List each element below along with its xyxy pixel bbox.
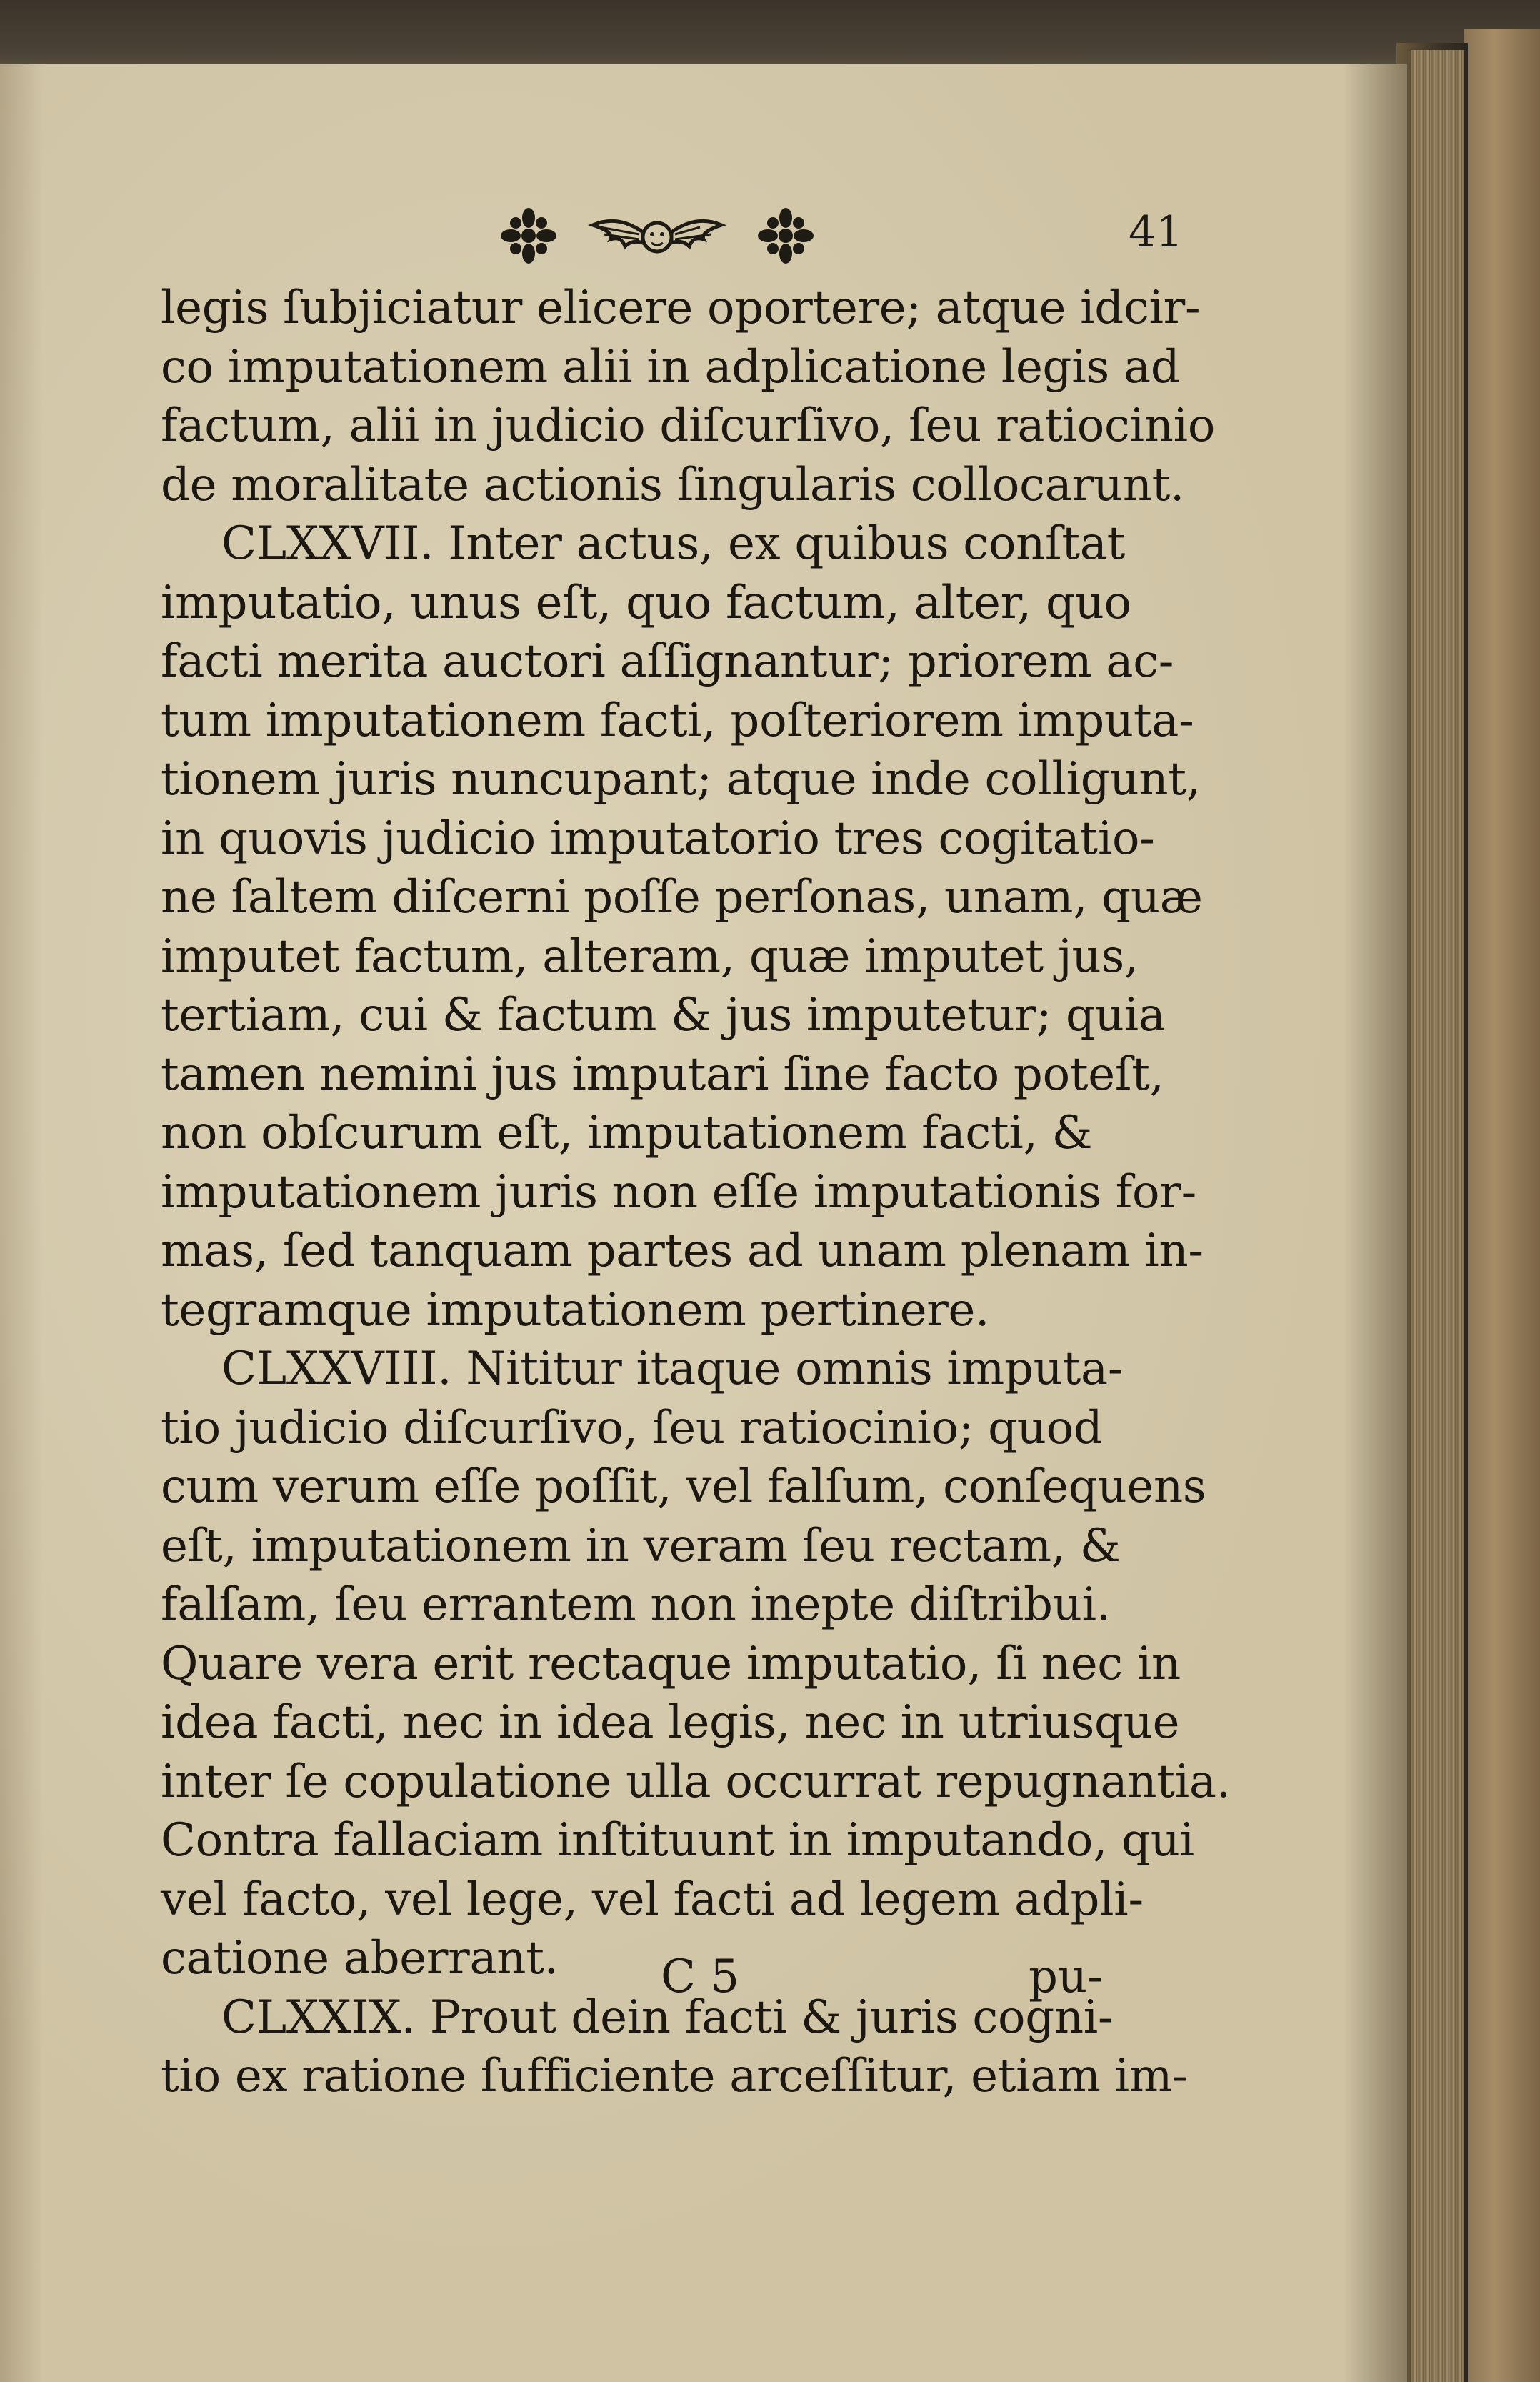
page-number: 41 bbox=[1129, 207, 1184, 257]
text-line: vel facto, vel lege, vel facti ad legem adpli- bbox=[161, 1873, 1144, 1926]
paragraph-start-line: CLXXVIII. Nititur itaque omnis imputa- bbox=[221, 1342, 1124, 1395]
paragraph-start-line: CLXXIX. Prout dein facti & juris cogni- bbox=[221, 1990, 1114, 2044]
catchword: pu- bbox=[1029, 1950, 1103, 2003]
text-line: mas, ſed tanquam partes ad unam plenam in- bbox=[161, 1225, 1204, 1277]
text-line: catione aberrant. bbox=[161, 1932, 559, 1985]
flower-ornament-right-icon bbox=[758, 208, 814, 264]
winged-cherub-icon bbox=[593, 221, 721, 251]
text-line: idea facti, nec in idea legis, nec in utriusque bbox=[161, 1696, 1180, 1749]
text-line: tio ex ratione ſufficiente arceſſitur, etiam im- bbox=[161, 2050, 1188, 2103]
text-line: Quare vera erit rectaque imputatio, ſi nec in bbox=[161, 1637, 1181, 1690]
book-cover-right bbox=[1464, 29, 1540, 2382]
text-line: cum verum eſſe poſſit, vel falſum, conſequens bbox=[161, 1460, 1206, 1513]
text-line: tertiam, cui & factum & jus imputetur; quia bbox=[161, 989, 1166, 1042]
text-line: eſt, imputationem in veram ſeu rectam, & bbox=[161, 1519, 1121, 1573]
text-line: falſam, ſeu errantem non inepte diſtribui. bbox=[161, 1578, 1111, 1631]
text-line: co imputationem alii in adplicatione legis ad bbox=[161, 340, 1180, 394]
paragraph-start-line: CLXXVII. Inter actus, ex quibus conſtat bbox=[221, 517, 1126, 570]
text-line: tegramque imputationem pertinere. bbox=[161, 1283, 990, 1337]
text-line: non obſcurum eſt, imputationem facti, & bbox=[161, 1107, 1093, 1160]
text-line: imputet factum, alteram, quæ imputet jus, bbox=[161, 930, 1139, 983]
header-ornament-icon bbox=[493, 200, 821, 271]
text-line: inter ſe copulatione ulla occurrat repugnantia. bbox=[161, 1755, 1231, 1808]
text-line: imputatio, unus eſt, quo factum, alter, quo bbox=[161, 576, 1131, 629]
page-edges bbox=[1411, 50, 1464, 2382]
text-line: de moralitate actionis ſingularis collocarunt. bbox=[161, 458, 1185, 512]
text-line: in quovis judicio imputatorio tres cogitatio- bbox=[161, 812, 1155, 865]
text-line: facti merita auctori aſſignantur; priorem ac- bbox=[161, 635, 1174, 688]
text-line: legis ſubjiciatur elicere oportere; atque idcir- bbox=[161, 281, 1201, 334]
signature-mark: C 5 bbox=[661, 1950, 740, 2003]
text-line: tamen nemini jus imputari ſine facto poteſt, bbox=[161, 1047, 1164, 1101]
text-line: factum, alii in judicio diſcurſivo, ſeu ratiocinio bbox=[161, 399, 1216, 452]
flower-ornament-left-icon bbox=[501, 208, 556, 264]
text-line: Contra fallaciam inſtituunt in imputando, qui bbox=[161, 1814, 1194, 1867]
text-line: tionem juris nuncupant; atque inde colligunt, bbox=[161, 753, 1201, 806]
text-line: ne ſaltem diſcerni poſſe perſonas, unam, quæ bbox=[161, 871, 1203, 924]
body-text bbox=[161, 279, 1231, 2106]
text-line: tio judicio diſcurſivo, ſeu ratiocinio; quod bbox=[161, 1401, 1103, 1455]
text-line: imputationem juris non eſſe imputationis for- bbox=[161, 1165, 1196, 1219]
text-line: tum imputationem facti, poſteriorem imputa- bbox=[161, 694, 1194, 747]
